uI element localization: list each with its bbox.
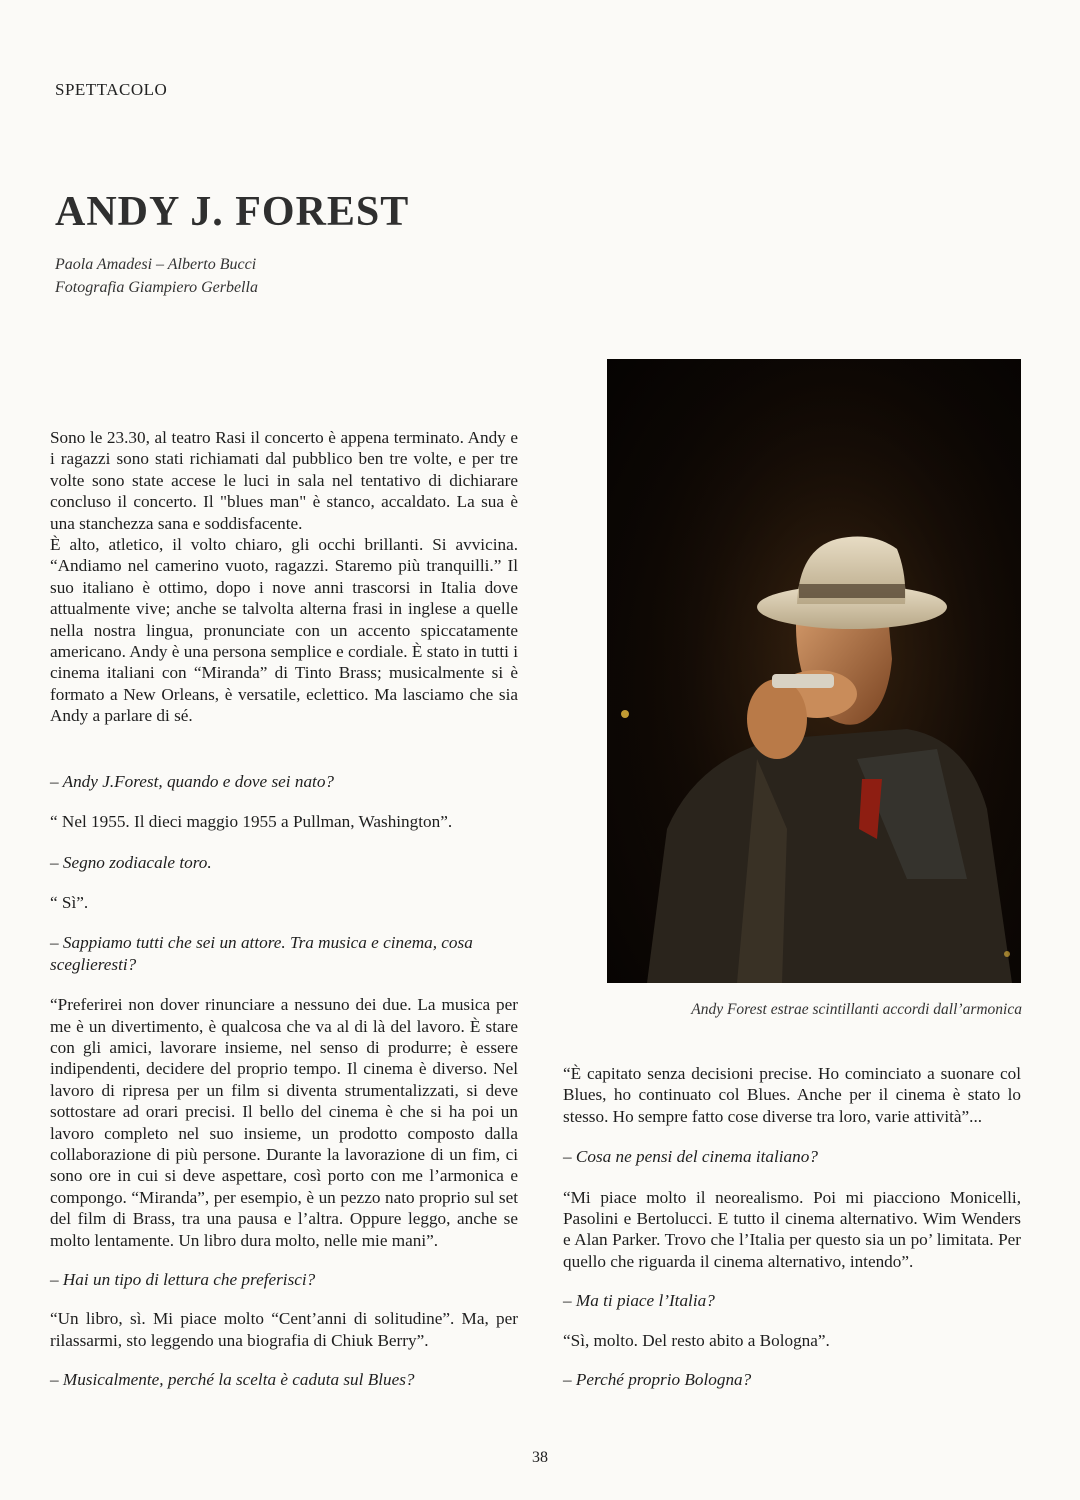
article-photo: [607, 359, 1021, 983]
question-4: – Hai un tipo di lettura che preferisci?: [50, 1270, 316, 1289]
page-number: 38: [532, 1449, 548, 1466]
right-column: [563, 1063, 1021, 1390]
answer-6: “Mi piace molto il neorealismo. Poi mi piacciono Monicelli, Pasolini e Bertolucci. E tutto il cinema alternativo. Wim Wenders e Alan Parker. Trovo che l’Italia per questo sia un po’ limitata. Per quello che riguarda il cinema alternativo, intendo”.: [563, 1187, 1021, 1271]
question-3: – Sappiamo tutti che sei un attore. Tra musica e cinema, cosa sceglieresti?: [50, 933, 473, 974]
answer-4: “Un libro, sì. Mi piace molto “Cent’anni di solitudine”. Ma, per rilassarmi, sto leggendo una biografia di Chiuk Berry”.: [50, 1309, 518, 1350]
question-1: – Andy J.Forest, quando e dove sei nato?: [50, 771, 335, 791]
answer-3: “Preferirei non dover rinunciare a nessuno dei due. La musica per me è un divertimento, è qualcosa che va al di là del lavoro. È stare con gli amici, lavorare insieme, nel senso di produrre; è essere indipendenti, decidere del proprio tempo. Il cinema è diverso. Nel lavoro di ripresa per un film si diventa strumentalizzati, si deve sottostare ad orari precisi. Il bello del cinema è che si ha poi un lavoro completo nel suo insieme, un prodotto composto dalla collaborazione di più persone. Durante la lavorazione di un fim, ci sono ore in cui si deve aspettare, così porto con me l’armonica e compongo. “Miranda”, per esempio, è un pezzo nato proprio sul set del film di Brass, tra una pausa e l’altra. Oppure leggo, anche se molto lentamente. Un libro dura molto, nelle mie mani”.: [50, 995, 518, 1250]
question-7: – Ma ti piace l’Italia?: [563, 1291, 715, 1311]
question-6: – Cosa ne pensi del cinema italiano?: [563, 1147, 818, 1167]
question-8: – Perché proprio Bologna?: [563, 1370, 752, 1390]
intro-paragraph-2: È alto, atletico, il volto chiaro, gli occhi brillanti. Si avvicina. “Andiamo nel camerino vuoto, ragazzi. Staremo più tranquilli.” Il suo italiano è ottimo, dopo i nove anni trascorsi in Italia dove attualmente vive; anche se talvolta alterna frasi in inglese a quelle nella nostra lingua, pronunciate con un accento spiccatamente americano. Andy è una persona semplice e cordiale. È stato in tutti i cinema italiani con “Miranda” di Tinto Brass; musicalmente si è formato a New Orleans, è versatile, eclettico. Ma lasciamo che sia Andy a parlare di sé.: [50, 535, 518, 726]
musician-with-harmonica-image: [607, 359, 1021, 983]
byline: [55, 253, 258, 299]
answer-2: “ Sì”.: [50, 892, 89, 912]
left-column: [50, 427, 518, 1391]
answer-1: “ Nel 1955. Il dieci maggio 1955 a Pullman, Washington”.: [50, 812, 453, 832]
answer-5: “È capitato senza decisioni precise. Ho cominciato a suonare col Blues, ho continuato col Blues. Anche per il cinema è stato lo stesso. Ho sempre fatto cose diverse tra loro, varie attività”...: [563, 1064, 1021, 1126]
question-2: – Segno zodiacale toro.: [50, 852, 212, 872]
article-title: ANDY J. FOREST: [55, 189, 410, 235]
question-5: – Musicalmente, perché la scelta è caduta sul Blues?: [50, 1370, 415, 1390]
intro-paragraph-1: Sono le 23.30, al teatro Rasi il concerto è appena terminato. Andy e i ragazzi sono stati richiamati dal pubblico ben tre volte, e per tre volte sono state accese le luci in sala nel tentativo di dichiarare concluso il concerto. Il "blues man" è stanco, accaldato. La sua è una stanchezza sana e soddisfacente.: [50, 428, 518, 533]
authors: Paola Amadesi – Alberto Bucci: [55, 256, 257, 273]
photo-caption: Andy Forest estrae scintillanti accordi dall’armonica: [691, 1001, 1022, 1018]
answer-7: “Sì, molto. Del resto abito a Bologna”.: [563, 1330, 830, 1350]
section-label: SPETTACOLO: [55, 80, 168, 99]
photo-credit: Fotografia Giampiero Gerbella: [55, 279, 258, 296]
